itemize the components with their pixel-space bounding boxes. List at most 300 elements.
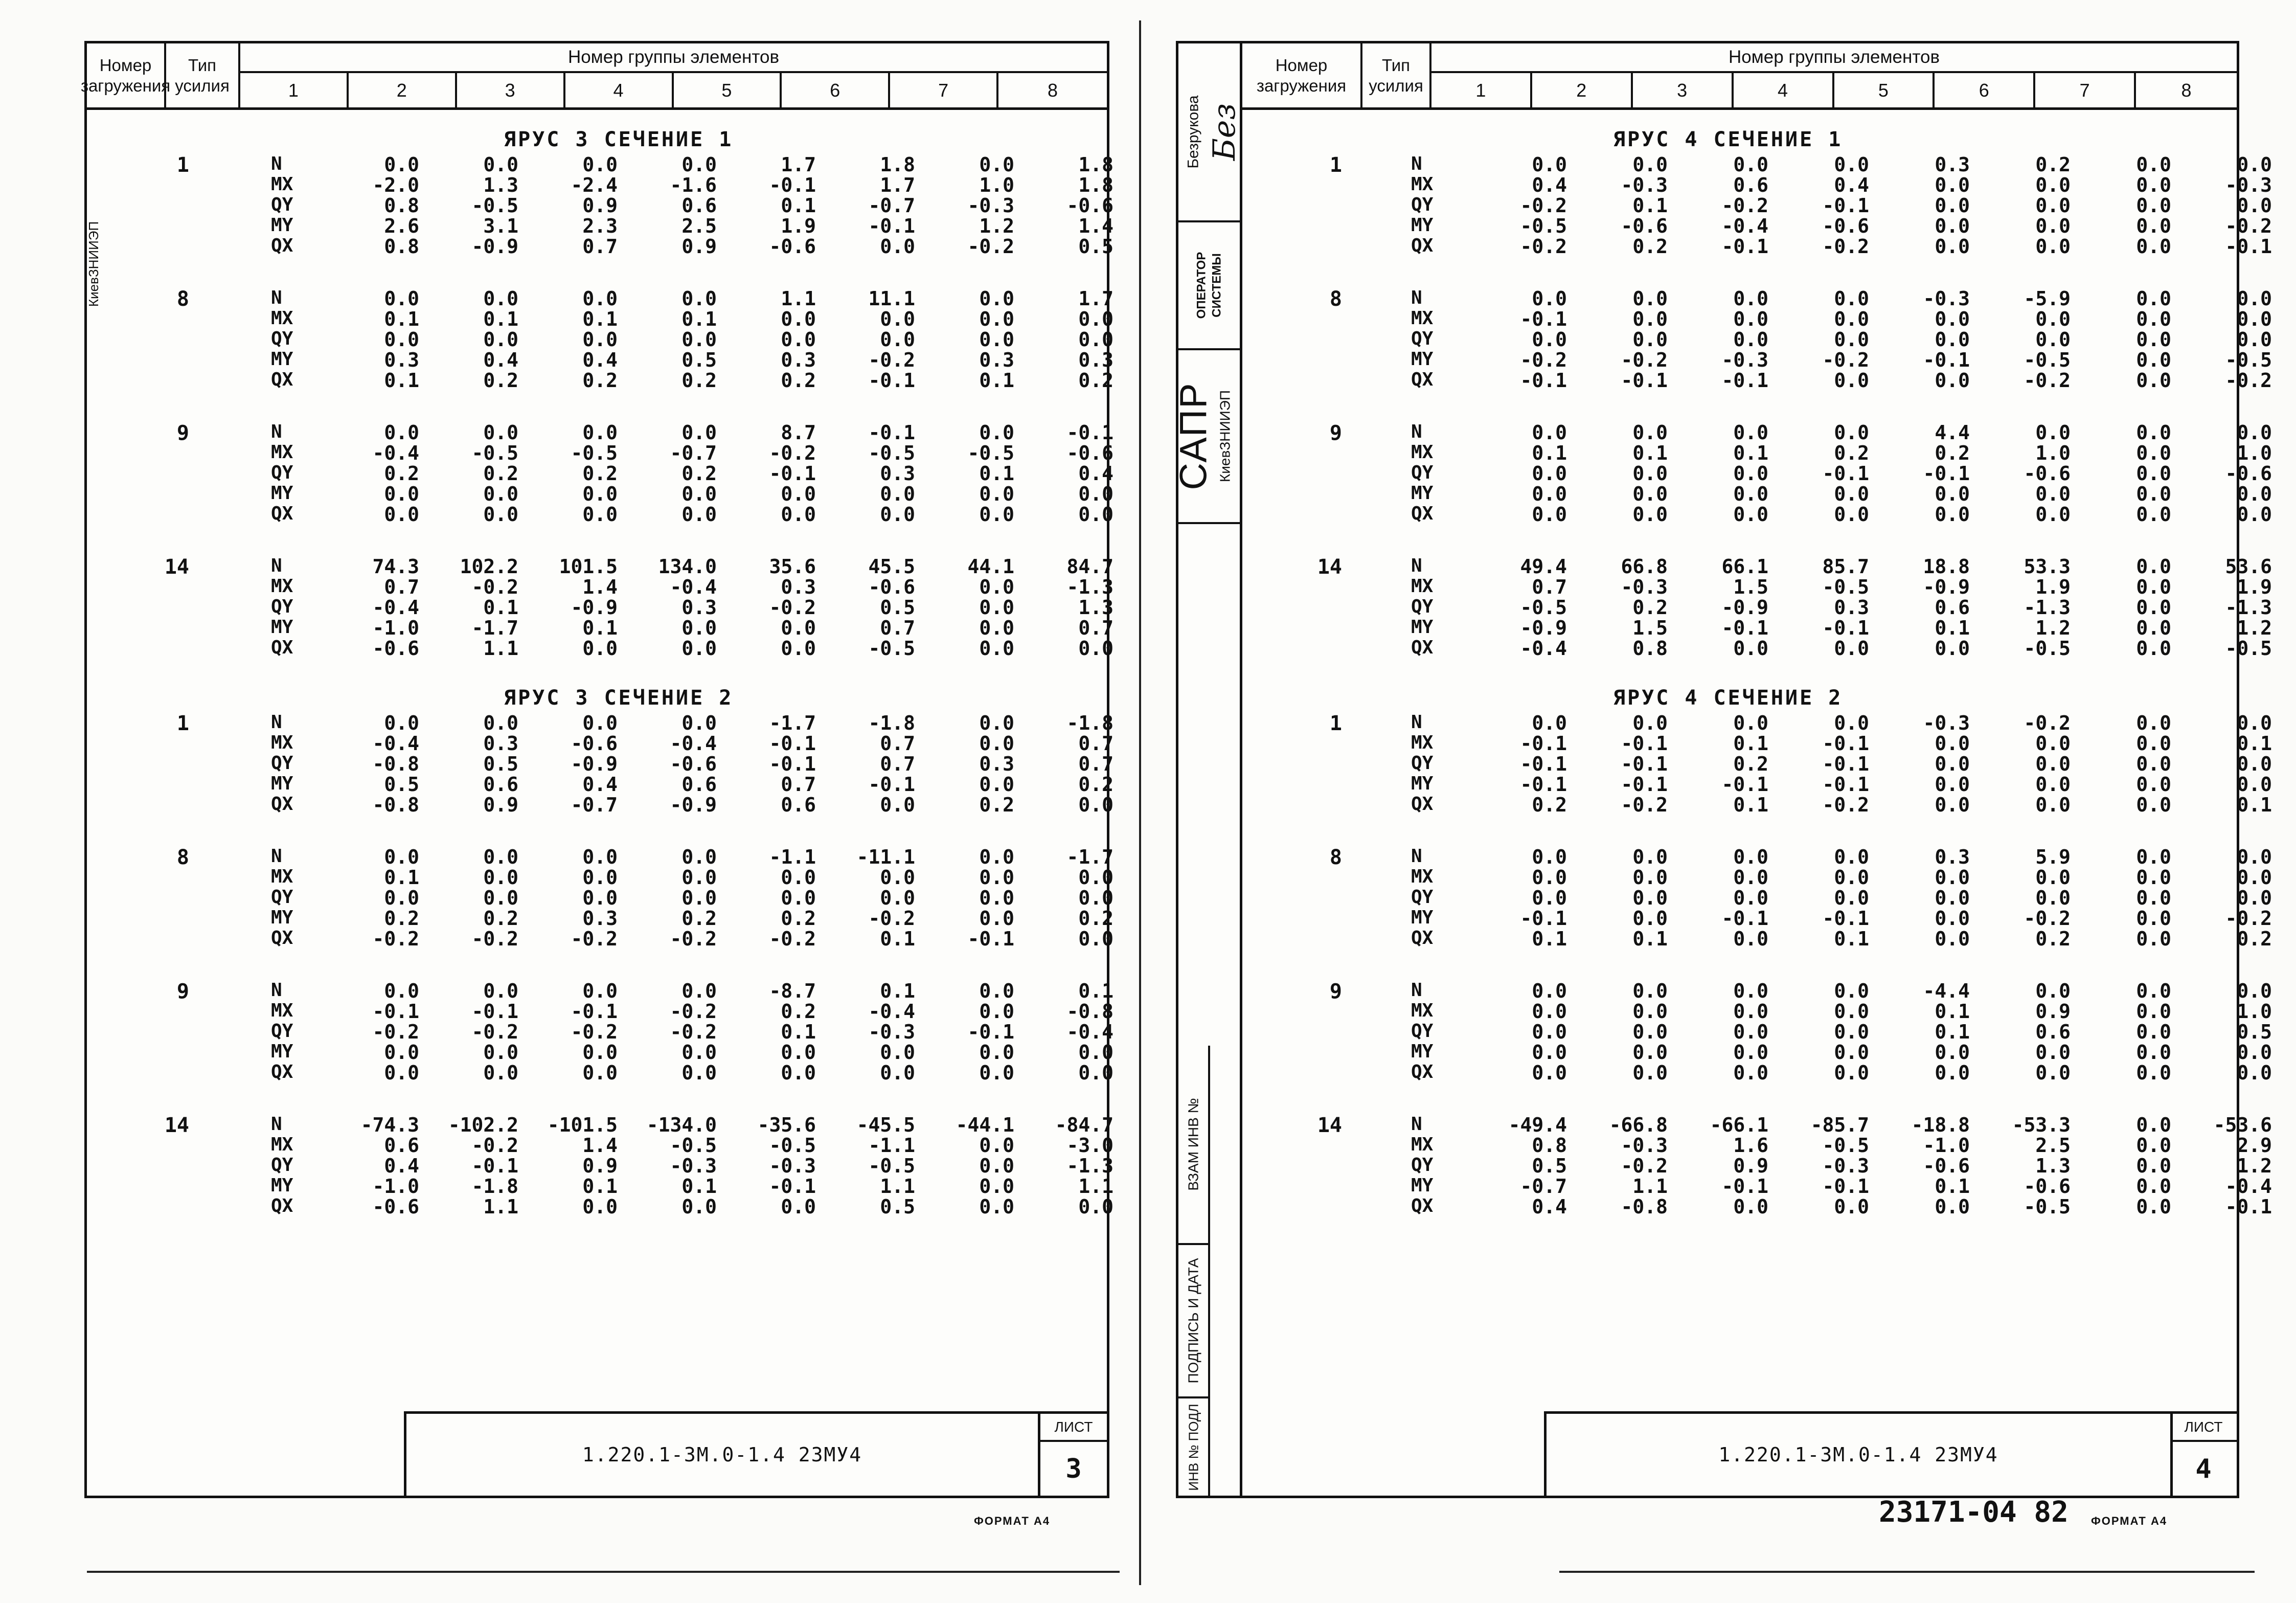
table-cell: 0.0 <box>1935 369 1970 392</box>
table-cell: -0.1 <box>1520 732 1567 755</box>
table-cell: 0.0 <box>2136 1134 2171 1157</box>
table-cell: 0.0 <box>1532 1062 1567 1084</box>
table-cell: 0.0 <box>880 483 915 505</box>
table-cell: 0.0 <box>781 617 816 639</box>
table-cell: 0.3 <box>483 732 518 755</box>
table-cell: 0.0 <box>483 483 518 505</box>
table-cell: -0.5 <box>868 442 915 464</box>
force-type: N <box>271 1114 282 1135</box>
table-cell: 0.0 <box>880 308 915 330</box>
table-cell: 0.0 <box>681 1195 717 1218</box>
table-cell: 0.0 <box>2136 1175 2171 1198</box>
table-cell: 1.1 <box>880 1175 915 1198</box>
force-type: QX <box>1411 503 1434 524</box>
signature: Без <box>1207 103 1243 161</box>
table-cell: -0.1 <box>1621 753 1668 775</box>
table-cell: -1.8 <box>1066 712 1113 734</box>
section-title: ЯРУС 4 СЕЧЕНИЕ 2 <box>1613 686 1843 710</box>
table-cell: -0.4 <box>868 1000 915 1023</box>
force-type: QX <box>271 369 293 390</box>
table-cell: 44.1 <box>967 555 1014 578</box>
table-cell: 1.3 <box>2035 1155 2071 1177</box>
force-type: MX <box>271 1000 293 1021</box>
table-cell: 0.0 <box>681 503 717 526</box>
force-type: MX <box>1411 866 1434 887</box>
table-cell: 0.1 <box>1935 1021 1970 1043</box>
table-cell: 0.0 <box>483 712 518 734</box>
table-cell: 0.0 <box>1935 1041 1970 1064</box>
table-cell: 1.4 <box>1078 215 1113 237</box>
table-cell: 0.1 <box>781 194 816 217</box>
table-cell: 1.8 <box>1078 153 1113 176</box>
table-cell: 0.0 <box>1632 308 1668 330</box>
table-cell: 0.4 <box>1532 174 1567 196</box>
table-cell: -0.5 <box>967 442 1014 464</box>
header-text: усилия <box>175 76 230 95</box>
table-cell: 0.7 <box>582 235 618 258</box>
table-cell: 0.0 <box>1733 1062 1768 1084</box>
table-cell: -0.4 <box>1520 637 1567 660</box>
table-cell: 0.0 <box>582 483 618 505</box>
table-cell: 0.2 <box>979 794 1014 816</box>
loading-number: 14 <box>1317 555 1342 579</box>
table-cell: 0.1 <box>781 1021 816 1043</box>
table-cell: 0.7 <box>1078 732 1113 755</box>
table-cell: 0.9 <box>1733 1155 1768 1177</box>
loading-number: 9 <box>1329 421 1342 445</box>
table-cell: 0.0 <box>781 1041 816 1064</box>
table-cell: -0.6 <box>670 753 717 775</box>
table-cell: 0.0 <box>1935 753 1970 775</box>
table-cell: -0.1 <box>1621 732 1668 755</box>
table-cell: 0.0 <box>483 980 518 1002</box>
force-type: QX <box>271 1195 293 1216</box>
table-cell: 0.6 <box>384 1134 419 1157</box>
table-cell: 0.0 <box>1632 1041 1668 1064</box>
group-number: 1 <box>1431 73 1532 107</box>
table-cell: 0.0 <box>2035 308 2071 330</box>
force-type: QY <box>271 753 293 774</box>
table-cell: -1.0 <box>1923 1134 1970 1157</box>
group-number: 8 <box>2181 79 2192 101</box>
table-cell: 0.0 <box>1834 287 1869 310</box>
table-cell: 0.5 <box>1078 235 1113 258</box>
header-text: Номер <box>99 55 152 75</box>
table-cell: 0.0 <box>384 503 419 526</box>
header-text: загружения <box>80 76 171 95</box>
table-cell: -0.5 <box>471 194 518 217</box>
table-cell: 53.3 <box>2024 555 2071 578</box>
table-cell: 0.0 <box>1935 328 1970 351</box>
table-cell: 0.7 <box>880 732 915 755</box>
table-cell: 74.3 <box>372 555 419 578</box>
force-type: N <box>1411 712 1422 733</box>
format-label: ФОРМАТ А4 <box>2091 1515 2168 1527</box>
force-type: QX <box>1411 637 1434 658</box>
table-cell: 0.0 <box>2237 1041 2272 1064</box>
table-cell: -0.2 <box>2024 907 2071 930</box>
table-cell: -0.2 <box>967 235 1014 258</box>
table-cell: 0.0 <box>1078 887 1113 909</box>
table-cell: 0.2 <box>681 462 717 485</box>
table-cell: -0.4 <box>372 596 419 619</box>
table-cell: 0.0 <box>880 866 915 889</box>
table-cell: -1.3 <box>1066 576 1113 598</box>
table-cell: 0.0 <box>2035 483 2071 505</box>
bottom-rule <box>87 1571 1120 1573</box>
table-cell: -0.2 <box>471 1021 518 1043</box>
table-cell: -0.1 <box>471 1000 518 1023</box>
table-cell: -0.3 <box>2225 174 2272 196</box>
table-cell: 0.3 <box>384 349 419 371</box>
group-number: 7 <box>2035 73 2136 107</box>
table-cell: -0.6 <box>2225 462 2272 485</box>
table-cell: 0.7 <box>1078 753 1113 775</box>
sheet-label: ЛИСТ <box>1040 1414 1107 1442</box>
table-cell: -0.1 <box>1923 349 1970 371</box>
table-cell: 0.0 <box>582 328 618 351</box>
table-cell: 0.1 <box>681 308 717 330</box>
table-cell: 0.0 <box>1733 712 1768 734</box>
table-cell: 0.0 <box>681 866 717 889</box>
table-cell: 0.0 <box>483 866 518 889</box>
force-type: QY <box>271 462 293 483</box>
table-cell: 0.2 <box>483 369 518 392</box>
table-cell: 0.0 <box>2237 287 2272 310</box>
table-cell: 0.2 <box>1632 596 1668 619</box>
table-cell: 0.0 <box>1632 1000 1668 1023</box>
table-cell: -11.1 <box>856 846 915 868</box>
group-number: 3 <box>457 73 565 107</box>
table-cell: 0.0 <box>1632 287 1668 310</box>
table-cell: -0.1 <box>769 1175 816 1198</box>
table-cell: 0.0 <box>979 773 1014 796</box>
table-cell: -0.2 <box>1822 235 1869 258</box>
table-cell: 0.0 <box>1078 328 1113 351</box>
table-cell: 0.7 <box>1078 617 1113 639</box>
force-type: N <box>271 980 282 1001</box>
table-cell: -0.6 <box>372 637 419 660</box>
table-cell: 0.0 <box>781 503 816 526</box>
table-cell: 0.0 <box>1935 794 1970 816</box>
table-cell: 0.3 <box>1834 596 1869 619</box>
table-cell: 0.0 <box>2136 980 2171 1002</box>
table-cell: 0.0 <box>1733 887 1768 909</box>
force-type: QX <box>271 637 293 658</box>
force-type: QX <box>271 1062 293 1082</box>
table-cell: 0.0 <box>681 637 717 660</box>
table-cell: -0.8 <box>372 753 419 775</box>
force-type: MY <box>1411 617 1434 638</box>
table-cell: -0.2 <box>2225 215 2272 237</box>
table-cell: 0.0 <box>979 287 1014 310</box>
loading-number: 14 <box>164 1114 189 1137</box>
loading-number: 8 <box>1329 846 1342 869</box>
table-cell: 66.1 <box>1721 555 1768 578</box>
table-cell: 0.4 <box>1078 462 1113 485</box>
table-cell: 1.9 <box>2035 576 2071 598</box>
table-cell: 0.0 <box>2035 794 2071 816</box>
table-cell: 0.0 <box>1532 866 1567 889</box>
table-cell: -2.4 <box>571 174 618 196</box>
group-number: 1 <box>240 73 349 107</box>
table-cell: 0.0 <box>1632 483 1668 505</box>
table-cell: 0.3 <box>781 576 816 598</box>
table-cell: 2.6 <box>384 215 419 237</box>
table-cell: 0.7 <box>880 617 915 639</box>
table-cell: 0.3 <box>1078 349 1113 371</box>
table-cell: -0.2 <box>571 928 618 950</box>
table-cell: 0.0 <box>2237 328 2272 351</box>
table-cell: 0.0 <box>2237 503 2272 526</box>
force-type: QY <box>271 1155 293 1176</box>
table-cell: 0.0 <box>2035 773 2071 796</box>
table-cell: -0.2 <box>1520 194 1567 217</box>
header-text: Тип <box>188 55 216 75</box>
stamp-inv <box>1178 1398 1209 1496</box>
table-cell: 1.8 <box>880 153 915 176</box>
table-cell: -0.6 <box>1822 215 1869 237</box>
table-cell: 0.0 <box>2136 308 2171 330</box>
table-cell: 0.0 <box>1834 637 1869 660</box>
table-cell: 0.0 <box>1834 421 1869 444</box>
table-cell: -0.2 <box>471 1134 518 1157</box>
table-cell: 0.0 <box>1834 980 1869 1002</box>
table-cell: -1.1 <box>868 1134 915 1157</box>
table-cell: 0.0 <box>483 287 518 310</box>
table-cell: 0.0 <box>1834 846 1869 868</box>
document-code: 1.220.1-3М.0-1.4 23МУ4 <box>1547 1414 2173 1496</box>
table-cell: 0.5 <box>681 349 717 371</box>
table-cell: 134.0 <box>658 555 717 578</box>
force-type: QY <box>271 194 293 215</box>
table-cell: -0.1 <box>1822 753 1869 775</box>
table-cell: -0.2 <box>1822 349 1869 371</box>
table-cell: -84.7 <box>1055 1114 1113 1136</box>
table-cell: 0.1 <box>483 308 518 330</box>
force-type: N <box>1411 980 1422 1001</box>
table-cell: 0.3 <box>582 907 618 930</box>
table-cell: 0.1 <box>1532 928 1567 950</box>
table-cell: 0.8 <box>384 194 419 217</box>
table-cell: 0.1 <box>1935 1175 1970 1198</box>
force-type: QX <box>1411 235 1434 256</box>
table-cell: 0.1 <box>880 928 915 950</box>
table-cell: 0.0 <box>1078 637 1113 660</box>
table-cell: 0.1 <box>979 462 1014 485</box>
table-cell: 4.4 <box>1935 421 1970 444</box>
force-type: MX <box>1411 1134 1434 1155</box>
table-cell: -0.1 <box>967 928 1014 950</box>
table-cell: 0.0 <box>1532 1041 1567 1064</box>
table-cell: 0.0 <box>781 483 816 505</box>
table-cell: 0.0 <box>2136 235 2171 258</box>
table-cell: -2.0 <box>372 174 419 196</box>
table-cell: 0.9 <box>483 794 518 816</box>
table-cell: 0.0 <box>1532 153 1567 176</box>
table-cell: 0.0 <box>582 980 618 1002</box>
table-cell: -44.1 <box>956 1114 1014 1136</box>
table-cell: 1.5 <box>1733 576 1768 598</box>
table-cell: -0.1 <box>1520 308 1567 330</box>
table-cell: -1.3 <box>1066 1155 1113 1177</box>
force-type: MX <box>271 174 293 195</box>
approval-stamp <box>1172 43 1243 1496</box>
table-cell: 0.0 <box>979 866 1014 889</box>
force-type: QY <box>1411 596 1434 617</box>
table-cell: 0.9 <box>681 235 717 258</box>
loading-number: 8 <box>1329 287 1342 311</box>
force-type: QY <box>1411 753 1434 774</box>
table-cell: -102.2 <box>448 1114 518 1136</box>
table-cell: 1.9 <box>781 215 816 237</box>
table-cell: 0.0 <box>1632 907 1668 930</box>
table-cell: 0.0 <box>384 980 419 1002</box>
table-cell: 0.0 <box>681 887 717 909</box>
force-type: MY <box>1411 483 1434 504</box>
table-cell: -0.1 <box>1721 1175 1768 1198</box>
table-cell: 0.1 <box>880 980 915 1002</box>
table-cell: -0.2 <box>1621 794 1668 816</box>
table-cell: 0.4 <box>483 349 518 371</box>
bottom-rule <box>1559 1571 2255 1573</box>
table-cell: 0.4 <box>582 773 618 796</box>
header-text: усилия <box>1369 76 1423 95</box>
table-cell: -66.1 <box>1710 1114 1768 1136</box>
table-cell: -0.1 <box>769 174 816 196</box>
table-cell: -49.4 <box>1508 1114 1567 1136</box>
table-cell: 2.3 <box>582 215 618 237</box>
force-type: QY <box>1411 887 1434 908</box>
table-cell: 0.1 <box>1532 442 1567 464</box>
stamp-signature <box>1207 43 1243 222</box>
table-cell: -0.7 <box>868 194 915 217</box>
table-cell: 0.1 <box>1078 980 1113 1002</box>
table-cell: 2.9 <box>2237 1134 2272 1157</box>
table-cell: 0.0 <box>781 1195 816 1218</box>
table-cell: 0.0 <box>2035 866 2071 889</box>
table-cell: 0.0 <box>384 328 419 351</box>
table-cell: 0.3 <box>880 462 915 485</box>
table-cell: -134.0 <box>646 1114 717 1136</box>
groups-title: Номер группы элементов <box>240 43 1107 73</box>
table-cell: 0.6 <box>681 773 717 796</box>
table-cell: 0.0 <box>880 235 915 258</box>
table-cell: 0.0 <box>1733 1041 1768 1064</box>
table-cell: -0.3 <box>868 1021 915 1043</box>
table-cell: 0.8 <box>384 235 419 258</box>
table-cell: 1.9 <box>2237 576 2272 598</box>
table-cell: -0.8 <box>1066 1000 1113 1023</box>
table-cell: 0.2 <box>384 462 419 485</box>
force-type: MY <box>1411 215 1434 236</box>
loading-number: 14 <box>164 555 189 579</box>
force-type: N <box>1411 153 1422 174</box>
table-cell: 0.0 <box>1834 887 1869 909</box>
table-cell: 0.2 <box>1532 794 1567 816</box>
force-type: QY <box>1411 462 1434 483</box>
table-cell: 0.0 <box>979 328 1014 351</box>
force-type: QX <box>271 503 293 524</box>
table-cell: 0.0 <box>1935 907 1970 930</box>
table-cell: 0.0 <box>1632 153 1668 176</box>
table-cell: -0.3 <box>967 194 1014 217</box>
table-cell: 0.0 <box>2136 369 2171 392</box>
force-type: N <box>1411 421 1422 442</box>
table-cell: 0.0 <box>880 887 915 909</box>
table-cell: 0.0 <box>1935 235 1970 258</box>
table-cell: -0.4 <box>2225 1175 2272 1198</box>
table-cell: -0.2 <box>1721 194 1768 217</box>
table-cell: 0.0 <box>2136 1155 2171 1177</box>
table-cell: -0.9 <box>571 753 618 775</box>
table-cell: -0.1 <box>1721 235 1768 258</box>
table-cell: 0.3 <box>681 596 717 619</box>
table-cell: 0.0 <box>1834 153 1869 176</box>
group-number: 2 <box>349 73 457 107</box>
table-cell: 0.9 <box>582 194 618 217</box>
table-cell: 0.0 <box>781 887 816 909</box>
table-cell: 0.0 <box>781 328 816 351</box>
table-cell: -0.5 <box>2225 637 2272 660</box>
table-cell: 0.0 <box>979 637 1014 660</box>
table-cell: -0.1 <box>1621 369 1668 392</box>
table-cell: 0.0 <box>2136 732 2171 755</box>
table-cell: -0.1 <box>868 369 915 392</box>
table-cell: -1.7 <box>769 712 816 734</box>
table-cell: 0.0 <box>2136 153 2171 176</box>
table-cell: 0.0 <box>483 328 518 351</box>
table-cell: 0.0 <box>2136 866 2171 889</box>
table-cell: -1.7 <box>1066 846 1113 868</box>
table-cell: 0.0 <box>1632 866 1668 889</box>
table-cell: 0.0 <box>681 483 717 505</box>
table-cell: 0.2 <box>582 369 618 392</box>
table-cell: -0.1 <box>471 1155 518 1177</box>
table-cell: 0.0 <box>2035 1062 2071 1084</box>
groups-header <box>240 43 1107 107</box>
table-cell: -5.9 <box>2024 287 2071 310</box>
table-cell: 0.0 <box>384 483 419 505</box>
force-type: MX <box>1411 442 1434 463</box>
stamp-bezrukova <box>1178 43 1209 222</box>
force-type: QX <box>1411 1195 1434 1216</box>
table-cell: 5.9 <box>2035 846 2071 868</box>
stamp-text: Безрукова <box>1185 95 1202 169</box>
table-cell: -0.3 <box>1621 1134 1668 1157</box>
table-cell: 0.1 <box>681 1175 717 1198</box>
loading-number: 1 <box>176 153 189 177</box>
table-cell: -1.8 <box>868 712 915 734</box>
table-cell: -0.5 <box>471 442 518 464</box>
table-cell: 1.4 <box>582 576 618 598</box>
table-cell: 0.2 <box>384 907 419 930</box>
loading-number: 9 <box>1329 980 1342 1003</box>
table-cell: 0.0 <box>681 287 717 310</box>
table-cell: 0.0 <box>582 866 618 889</box>
table-cell: 0.0 <box>2136 576 2171 598</box>
group-number: 6 <box>1935 73 2035 107</box>
table-cell: 0.2 <box>2035 153 2071 176</box>
table-cell: 0.0 <box>1632 462 1668 485</box>
table-cell: 0.2 <box>2237 928 2272 950</box>
table-cell: 0.0 <box>582 1195 618 1218</box>
table-cell: -0.6 <box>2024 1175 2071 1198</box>
table-cell: 0.6 <box>1935 596 1970 619</box>
table-cell: -0.5 <box>868 637 915 660</box>
table-cell: 0.1 <box>384 369 419 392</box>
sheet-number: 3 <box>1065 1453 1082 1484</box>
